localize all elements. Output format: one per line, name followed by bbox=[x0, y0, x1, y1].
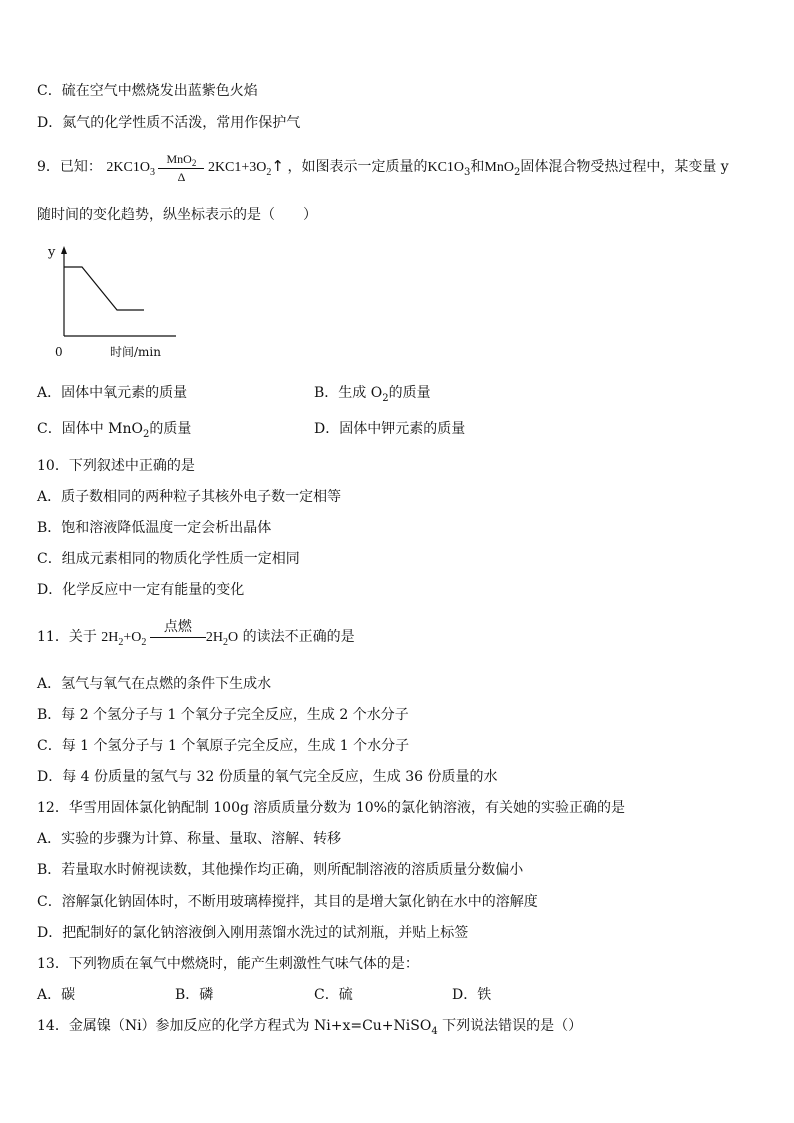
q9-option-c: C．固体中 MnO$_2$的质量 bbox=[37, 421, 192, 440]
q11-option-b: B．每 2 个氢分子与 1 个氧分子完全反应，生成 2 个水分子 bbox=[37, 707, 409, 723]
q9-option-a: A．固体中氧元素的质量 bbox=[37, 385, 188, 401]
q9-graph bbox=[40, 240, 180, 365]
q11-option-d: D．每 4 份质量的氢气与 32 份质量的氧气完全反应，生成 36 份质量的水 bbox=[37, 769, 498, 785]
q13-option-c: C．硫 bbox=[314, 987, 353, 1003]
q13-option-d: D．铁 bbox=[452, 987, 492, 1003]
q12-stem: 12．华雪用固体氯化钠配制 100g 溶质质量分数为 10%的氯化钠溶液，有关她的实验正确的是 bbox=[37, 800, 625, 816]
q11-option-c: C．每 1 个氢分子与 1 个氧原子完全反应，生成 1 个水分子 bbox=[37, 738, 410, 754]
q10-stem: 10．下列叙述中正确的是 bbox=[37, 458, 195, 474]
q12-option-a: A．实验的步骤为计算、称量、量取、溶解、转移 bbox=[37, 831, 342, 847]
q9-stem-line2: 随时间的变化趋势，纵坐标表示的是（ ） bbox=[37, 207, 317, 223]
q11-equation: $2H_2+O_2$ 点燃 $2H_2O$ bbox=[101, 620, 239, 648]
q9-option-d: D．固体中钾元素的质量 bbox=[314, 421, 466, 437]
graph-origin-label: 0 bbox=[55, 345, 63, 359]
q10-option-c: C．组成元素相同的物质化学性质一定相同 bbox=[37, 551, 300, 567]
q10-option-b: B．饱和溶液降低温度一定会析出晶体 bbox=[37, 520, 272, 536]
graph-curve bbox=[64, 267, 144, 310]
q11-option-a: A．氢气与氧气在点燃的条件下生成水 bbox=[37, 676, 272, 692]
q11-reaction-condition: 点燃 bbox=[150, 620, 206, 639]
q9-reaction-condition: $\frac{MnO_2}{\Delta}$ bbox=[158, 152, 204, 184]
q10-option-d: D．化学反应中一定有能量的变化 bbox=[37, 582, 245, 598]
graph-y-label: y bbox=[48, 245, 56, 260]
q13-option-b: B．磷 bbox=[175, 987, 214, 1003]
q9-equation: $2KC1O_3$ $\frac{MnO_2}{\Delta}$ $2KC1+3O_2↑$ bbox=[106, 152, 284, 184]
graph-x-label: 时间/min bbox=[110, 345, 161, 359]
q12-option-b: B．若量取水时俯视读数，其他操作均正确，则所配制溶液的溶质质量分数偏小 bbox=[37, 862, 524, 878]
q13-stem: 13．下列物质在氧气中燃烧时，能产生刺激性气味气体的是： bbox=[37, 956, 419, 972]
q12-option-c: C．溶解氯化钠固体时，不断用玻璃棒搅拌，其目的是增大氯化钠在水中的溶解度 bbox=[37, 894, 538, 910]
q10-option-a: A．质子数相同的两种粒子其核外电子数一定相等 bbox=[37, 489, 342, 505]
q14-stem: 14．金属镍（Ni）参加反应的化学方程式为 Ni+x=Cu+NiSO$_4$ 下列说法错误的是（） bbox=[37, 1018, 583, 1037]
q9-stem-line1: 9．已知： $2KC1O_3$ $\frac{MnO_2}{\Delta}$ $2KC1+3O_2↑$ ，如图表示一定质量的$KC1O_3$和MnO$_2$固体混合物受热过程中，某变量 y bbox=[37, 152, 729, 184]
q9-option-b: B．生成 $O_2$的质量 bbox=[314, 385, 431, 404]
graph-y-arrow bbox=[61, 246, 67, 254]
q13-option-a: A．碳 bbox=[37, 987, 76, 1003]
q8-option-d: D．氮气的化学性质不活泼，常用作保护气 bbox=[37, 115, 301, 131]
q11-stem: 11．关于 $2H_2+O_2$ 点燃 $2H_2O$ 的读法不正确的是 bbox=[37, 620, 355, 648]
q12-option-d: D．把配制好的氯化钠溶液倒入刚用蒸馏水洗过的试剂瓶，并贴上标签 bbox=[37, 925, 469, 941]
q8-option-c: C．硫在空气中燃烧发出蓝紫色火焰 bbox=[37, 83, 258, 99]
q9-number: 9．已知： bbox=[37, 159, 102, 176]
gas-arrow-icon: ↑ bbox=[271, 157, 284, 176]
